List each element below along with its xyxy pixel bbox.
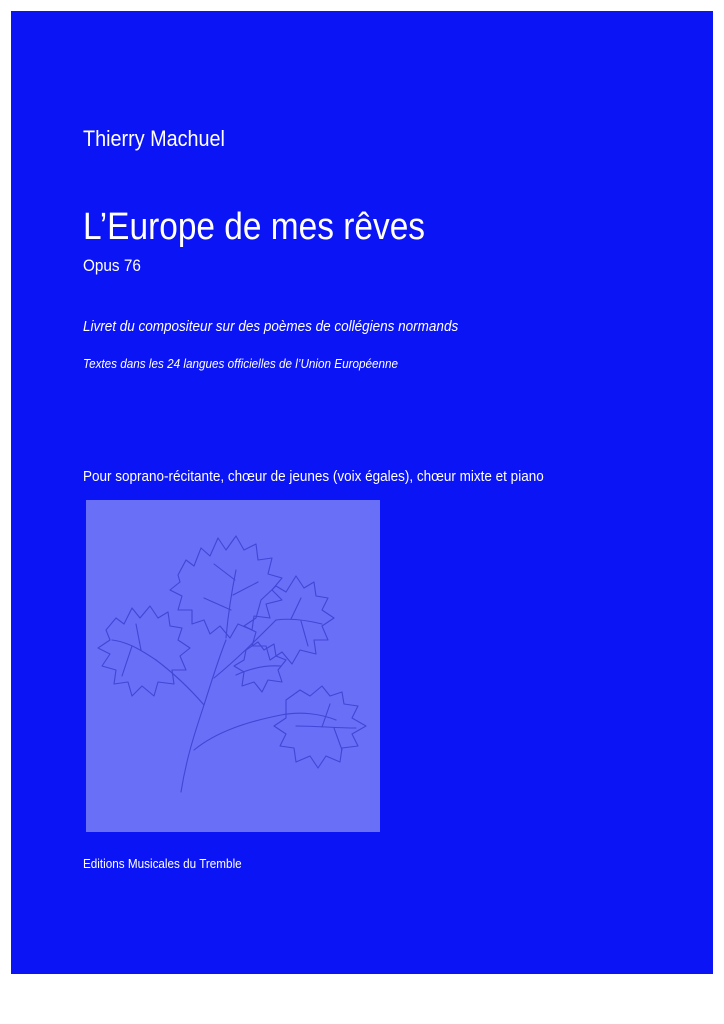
languages-note: Textes dans les 24 langues officielles de l’Union Européenne <box>83 356 399 371</box>
libretto-note: Livret du compositeur sur des poèmes de collégiens normands <box>83 318 459 335</box>
leaf-sketch-icon <box>86 500 380 832</box>
cover-panel <box>11 11 713 974</box>
opus-number: Opus 76 <box>83 256 141 275</box>
leaf-illustration <box>86 500 380 832</box>
publisher-name: Editions Musicales du Tremble <box>83 856 242 871</box>
work-title: L’Europe de mes rêves <box>83 206 426 248</box>
author-name: Thierry Machuel <box>83 126 225 151</box>
instrumentation-line: Pour soprano-récitante, chœur de jeunes (voix égales), chœur mixte et piano <box>83 468 544 485</box>
